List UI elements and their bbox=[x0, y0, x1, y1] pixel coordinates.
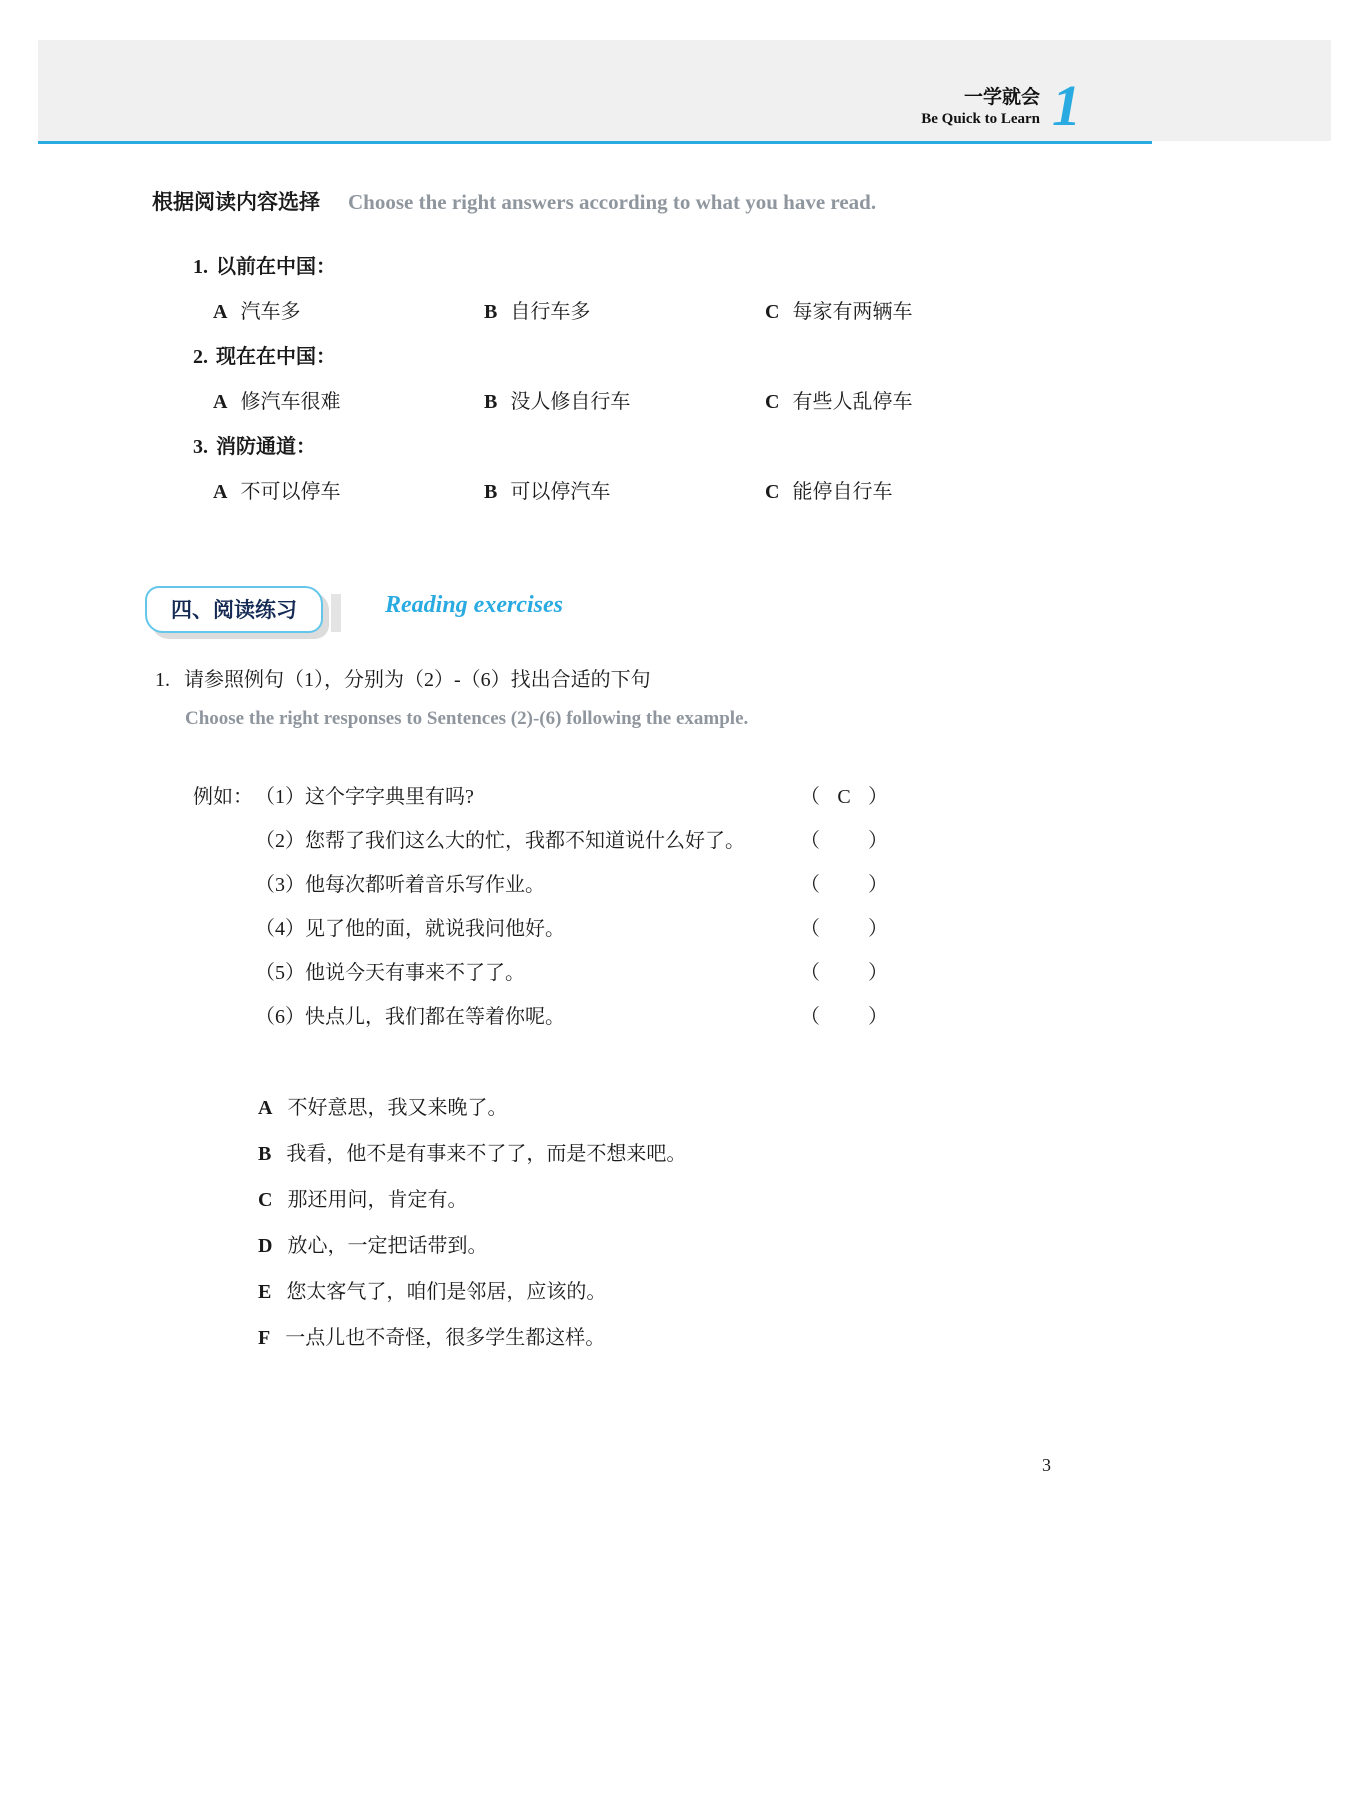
option-b bbox=[484, 470, 610, 515]
option-label: A bbox=[213, 391, 228, 413]
section-banner-english: Reading exercises bbox=[385, 592, 563, 618]
sentence-text: 快点儿，我们都在等着你呢。 bbox=[305, 1006, 565, 1028]
task-instruction-english: Choose the right responses to Sentences (2)-(6) following the example. bbox=[185, 708, 749, 729]
option-label: A bbox=[213, 481, 228, 503]
chapter-number: 1 bbox=[1052, 73, 1081, 138]
answer-slot bbox=[800, 907, 888, 951]
sentence-row-2 bbox=[155, 819, 945, 863]
option-label: C bbox=[765, 391, 780, 413]
question-options bbox=[153, 380, 1223, 425]
option-text: 自行车多 bbox=[510, 301, 591, 323]
choice-label: C bbox=[258, 1189, 273, 1211]
option-c bbox=[765, 380, 912, 425]
sentence bbox=[255, 907, 565, 951]
question-options bbox=[153, 290, 1223, 335]
choice-c bbox=[258, 1177, 686, 1223]
sentence-row-4 bbox=[155, 907, 945, 951]
choice-e bbox=[258, 1269, 686, 1315]
option-a bbox=[213, 290, 300, 335]
paren-open: （ bbox=[800, 830, 820, 852]
choose-questions bbox=[153, 245, 1223, 515]
choice-b bbox=[258, 1131, 686, 1177]
paren-open: （ bbox=[800, 874, 820, 896]
page-number: 3 bbox=[1042, 1455, 1051, 1475]
question-1 bbox=[153, 245, 1223, 335]
question-number: 3. bbox=[193, 436, 208, 458]
option-a bbox=[213, 470, 340, 515]
option-a bbox=[213, 380, 340, 425]
sentence-text: 他说今天有事来不了了。 bbox=[305, 962, 525, 984]
option-label: C bbox=[765, 301, 780, 323]
option-text: 可以停汽车 bbox=[510, 481, 611, 503]
paren-close: ） bbox=[868, 962, 888, 984]
answer-choices bbox=[258, 1085, 686, 1361]
header-divider-rule bbox=[38, 141, 1152, 144]
header-band bbox=[38, 40, 1331, 141]
sentence bbox=[255, 863, 545, 907]
sentence-number: （4） bbox=[255, 918, 305, 940]
paren-close: ） bbox=[868, 830, 888, 852]
question-number: 2. bbox=[193, 346, 208, 368]
choice-a bbox=[258, 1085, 686, 1131]
paren-open: （ bbox=[800, 918, 820, 940]
task-text: 请参照例句（1），分别为（2）-（6）找出合适的下句 bbox=[184, 669, 651, 691]
question-stem bbox=[153, 335, 1223, 380]
example-sentences bbox=[155, 775, 945, 1039]
choice-label: D bbox=[258, 1235, 273, 1257]
sentence-number: （2） bbox=[255, 830, 305, 852]
question-text: 现在在中国： bbox=[216, 346, 336, 368]
choice-text: 不好意思，我又来晚了。 bbox=[287, 1097, 508, 1119]
sentence bbox=[255, 995, 565, 1039]
banner-tail-decoration bbox=[331, 594, 341, 632]
sentence-text: 他每次都听着音乐写作业。 bbox=[305, 874, 545, 896]
lesson-title-english: Be Quick to Learn bbox=[921, 110, 1040, 127]
answer-slot bbox=[800, 863, 888, 907]
option-text: 有些人乱停车 bbox=[792, 391, 913, 413]
sentence bbox=[255, 819, 745, 863]
option-b bbox=[484, 380, 630, 425]
question-options bbox=[153, 470, 1223, 515]
question-3 bbox=[153, 425, 1223, 515]
task-instruction-chinese bbox=[155, 660, 748, 700]
option-label: B bbox=[484, 391, 498, 413]
sentence-row-3 bbox=[155, 863, 945, 907]
sentence bbox=[255, 951, 525, 995]
option-label: B bbox=[484, 481, 498, 503]
choose-section-title bbox=[152, 186, 876, 216]
choice-label: B bbox=[258, 1143, 272, 1165]
paren-open: （ bbox=[800, 962, 820, 984]
option-label: B bbox=[484, 301, 498, 323]
question-2 bbox=[153, 335, 1223, 425]
sentence-row-1 bbox=[155, 775, 945, 819]
lesson-header bbox=[840, 86, 1040, 129]
example-label: 例如： bbox=[193, 786, 253, 808]
choice-label: E bbox=[258, 1281, 272, 1303]
section-banner-label: 四、阅读练习 bbox=[171, 599, 297, 622]
section-banner-box bbox=[145, 586, 323, 633]
option-b bbox=[484, 290, 590, 335]
answer-slot bbox=[800, 995, 888, 1039]
choice-f bbox=[258, 1315, 686, 1361]
answer-slot bbox=[800, 819, 888, 863]
paren-open: （ bbox=[800, 1006, 820, 1028]
reading-task bbox=[155, 660, 748, 730]
paren-close: ） bbox=[868, 874, 888, 896]
sentence-text: 这个字字典里有吗? bbox=[305, 786, 474, 808]
answer-slot bbox=[800, 775, 888, 819]
choice-text: 我看，他不是有事来不了了，而是不想来吧。 bbox=[286, 1143, 687, 1165]
option-text: 汽车多 bbox=[240, 301, 301, 323]
question-stem bbox=[153, 425, 1223, 470]
sentence-row-6 bbox=[155, 995, 945, 1039]
sentence-number: （6） bbox=[255, 1006, 305, 1028]
question-text: 以前在中国： bbox=[216, 256, 336, 278]
sentence-number: （3） bbox=[255, 874, 305, 896]
choice-text: 一点儿也不奇怪，很多学生都这样。 bbox=[285, 1327, 606, 1349]
paren-close: ） bbox=[868, 786, 888, 808]
paren-close: ） bbox=[868, 1006, 888, 1028]
choice-d bbox=[258, 1223, 686, 1269]
option-c bbox=[765, 470, 892, 515]
reading-section-banner bbox=[145, 586, 323, 633]
sentence-text: 您帮了我们这么大的忙，我都不知道说什么好了。 bbox=[305, 830, 745, 852]
option-text: 能停自行车 bbox=[792, 481, 893, 503]
question-stem bbox=[153, 245, 1223, 290]
option-c bbox=[765, 290, 912, 335]
sentence-number: （5） bbox=[255, 962, 305, 984]
choice-label: A bbox=[258, 1097, 273, 1119]
sentence-text: 见了他的面，就说我问他好。 bbox=[305, 918, 565, 940]
lesson-title-chinese: 一学就会 bbox=[963, 87, 1040, 108]
question-text: 消防通道： bbox=[216, 436, 316, 458]
sentence-number: （1） bbox=[255, 786, 305, 808]
choice-text: 放心，一定把话带到。 bbox=[287, 1235, 488, 1257]
task-number: 1. bbox=[155, 669, 170, 691]
answer-letter: C bbox=[837, 786, 851, 808]
option-text: 修汽车很难 bbox=[240, 391, 341, 413]
choose-title-english: Choose the right answers according to what you have read. bbox=[348, 190, 877, 214]
question-number: 1. bbox=[193, 256, 208, 278]
option-text: 不可以停车 bbox=[240, 481, 341, 503]
option-text: 没人修自行车 bbox=[510, 391, 631, 413]
option-text: 每家有两辆车 bbox=[792, 301, 913, 323]
paren-close: ） bbox=[868, 918, 888, 940]
choice-text: 那还用问，肯定有。 bbox=[287, 1189, 468, 1211]
choice-label: F bbox=[258, 1327, 271, 1349]
paren-open: （ bbox=[800, 786, 820, 808]
sentence-row-5 bbox=[155, 951, 945, 995]
choose-title-chinese: 根据阅读内容选择 bbox=[152, 191, 320, 214]
option-label: A bbox=[213, 301, 228, 323]
option-label: C bbox=[765, 481, 780, 503]
answer-slot bbox=[800, 951, 888, 995]
sentence bbox=[255, 775, 474, 819]
choice-text: 您太客气了，咱们是邻居，应该的。 bbox=[286, 1281, 607, 1303]
